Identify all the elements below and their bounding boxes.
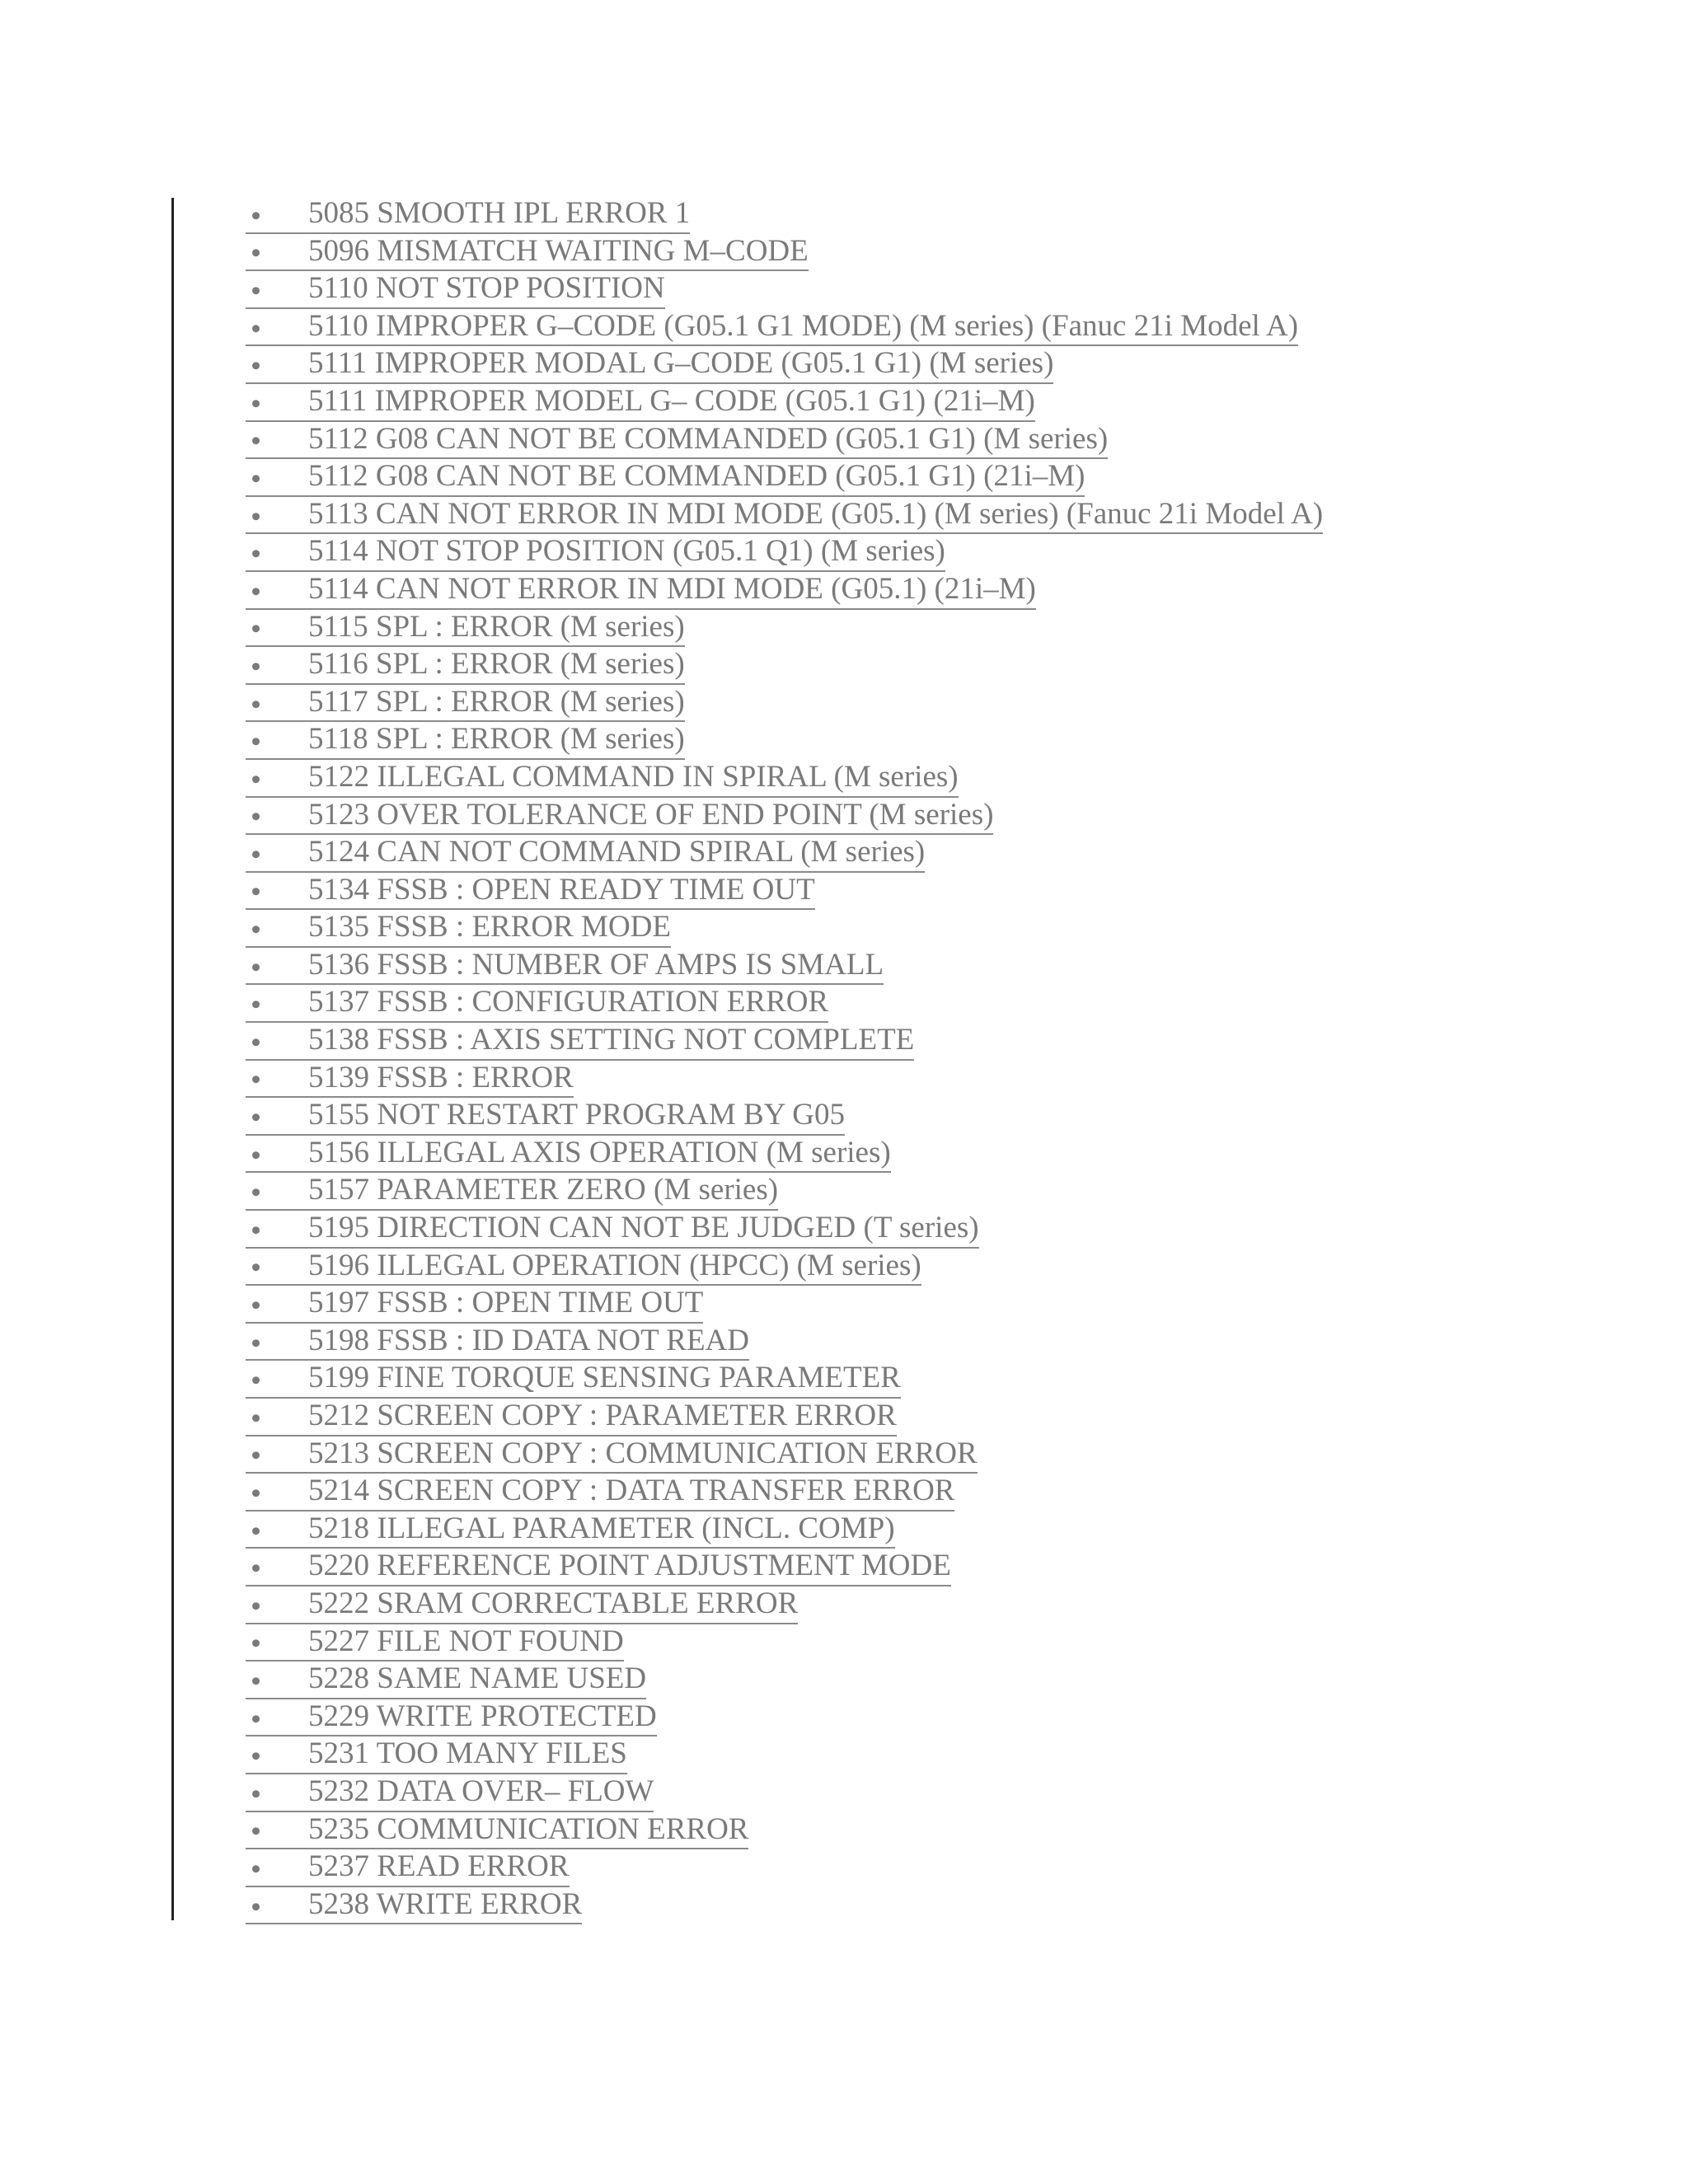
- bullet-icon: [252, 1828, 260, 1835]
- alarm-list-item: [246, 1134, 1323, 1172]
- alarm-link-text: 5222 SRAM CORRECTABLE ERROR: [308, 1586, 799, 1620]
- alarm-link[interactable]: [246, 983, 828, 1023]
- alarm-list-item: [246, 457, 1323, 495]
- alarm-link[interactable]: [246, 1059, 574, 1099]
- alarm-list-item: [246, 1247, 1323, 1285]
- alarm-list-item: [246, 1322, 1323, 1360]
- bullet-icon: [252, 1339, 260, 1347]
- alarm-link[interactable]: [246, 307, 1298, 347]
- alarm-link-text: 5114 CAN NOT ERROR IN MDI MODE (G05.1) (21i–M): [308, 571, 1036, 606]
- alarm-list-item: [246, 232, 1323, 270]
- bullet-icon: [252, 287, 260, 294]
- alarm-link[interactable]: [246, 1134, 891, 1174]
- alarm-link-text: 5118 SPL : ERROR (M series): [308, 722, 685, 757]
- alarm-list-item: [246, 1811, 1323, 1849]
- bullet-icon: [252, 1376, 260, 1384]
- bullet-icon: [252, 813, 260, 820]
- alarm-link-text: 5238 WRITE ERROR: [308, 1886, 583, 1921]
- bullet-icon: [252, 926, 260, 933]
- alarm-list-item: [246, 1698, 1323, 1736]
- alarm-list-item: [246, 1096, 1323, 1134]
- bullet-icon: [252, 1264, 260, 1272]
- alarm-link[interactable]: [246, 796, 993, 836]
- bullet-icon: [252, 1452, 260, 1460]
- alarm-link[interactable]: [246, 946, 884, 986]
- alarm-link[interactable]: [246, 1247, 921, 1286]
- alarm-link[interactable]: [246, 683, 685, 723]
- bullet-icon: [252, 663, 260, 670]
- alarm-link-text: 5214 SCREEN COPY : DATA TRANSFER ERROR: [308, 1474, 955, 1508]
- alarm-link-text: 5123 OVER TOLERANCE OF END POINT (M series): [308, 797, 994, 832]
- alarm-list-item: [246, 1359, 1323, 1397]
- alarm-list-item: [246, 1735, 1323, 1773]
- alarm-list-item: [246, 908, 1323, 946]
- bullet-icon: [252, 1001, 260, 1008]
- bullet-icon: [252, 513, 260, 520]
- alarm-list-item: [246, 758, 1323, 796]
- bullet-icon: [252, 1677, 260, 1685]
- alarm-list-item: [246, 871, 1323, 909]
- bullet-icon: [252, 1564, 260, 1572]
- alarm-link-text: 5228 SAME NAME USED: [308, 1661, 647, 1696]
- alarm-link[interactable]: [246, 532, 945, 572]
- alarm-link-text: 5135 FSSB : ERROR MODE: [308, 910, 671, 944]
- alarm-list-item: [246, 1059, 1323, 1097]
- alarm-link[interactable]: [246, 1773, 654, 1812]
- alarm-link[interactable]: [246, 1322, 749, 1361]
- alarm-list-item: [246, 1886, 1323, 1924]
- alarm-link[interactable]: [246, 570, 1036, 610]
- alarm-link[interactable]: [246, 232, 809, 272]
- alarm-link-text: 5199 FINE TORQUE SENSING PARAMETER: [308, 1361, 901, 1395]
- alarm-link-text: 5116 SPL : ERROR (M series): [308, 647, 685, 682]
- alarm-link[interactable]: [246, 495, 1323, 535]
- alarm-link-text: 5227 FILE NOT FOUND: [308, 1624, 624, 1658]
- alarm-link[interactable]: [246, 1585, 798, 1624]
- alarm-list-item: [246, 645, 1323, 683]
- alarm-list-item: [246, 420, 1323, 458]
- alarm-link-text: 5136 FSSB : NUMBER OF AMPS IS SMALL: [308, 947, 884, 982]
- bullet-icon: [252, 963, 260, 971]
- alarm-link[interactable]: [246, 1359, 901, 1399]
- alarm-link[interactable]: [246, 1547, 951, 1586]
- alarm-link[interactable]: [246, 1397, 897, 1436]
- alarm-list-item: [246, 1585, 1323, 1623]
- alarm-link[interactable]: [246, 908, 671, 948]
- alarm-link-text: 5155 NOT RESTART PROGRAM BY G05: [308, 1098, 845, 1132]
- alarm-list-item: [246, 1773, 1323, 1811]
- alarm-link-text: 5112 G08 CAN NOT BE COMMANDED (G05.1 G1) (21i–M): [308, 459, 1085, 494]
- alarm-link-text: 5196 ILLEGAL OPERATION (HPCC) (M series): [308, 1248, 921, 1282]
- alarm-list-item: [246, 1472, 1323, 1510]
- bullet-icon: [252, 550, 260, 557]
- alarm-list-item: [246, 1209, 1323, 1247]
- bullet-icon: [252, 1527, 260, 1535]
- bullet-icon: [252, 1865, 260, 1872]
- bullet-icon: [252, 400, 260, 407]
- alarm-link-text: 5096 MISMATCH WAITING M–CODE: [308, 233, 809, 268]
- alarm-link[interactable]: [246, 720, 685, 760]
- alarm-link[interactable]: [246, 1660, 646, 1699]
- bullet-icon: [252, 626, 260, 633]
- alarm-link-text: 5114 NOT STOP POSITION (G05.1 Q1) (M series): [308, 534, 945, 569]
- bullet-icon: [252, 325, 260, 332]
- alarm-link-text: 5112 G08 CAN NOT BE COMMANDED (G05.1 G1) (M series): [308, 421, 1109, 456]
- alarm-link[interactable]: [246, 382, 1035, 422]
- alarm-list-item: [246, 796, 1323, 834]
- alarm-link-text: 5139 FSSB : ERROR: [308, 1060, 574, 1094]
- alarm-list-item: [246, 269, 1323, 307]
- alarm-link[interactable]: [246, 1435, 978, 1474]
- alarm-link[interactable]: [246, 645, 685, 685]
- bullet-icon: [252, 1414, 260, 1422]
- alarm-link-text: 5110 NOT STOP POSITION: [308, 271, 665, 306]
- alarm-link[interactable]: [246, 1811, 748, 1850]
- alarm-list-item: [246, 1848, 1323, 1886]
- alarm-link-text: 5113 CAN NOT ERROR IN MDI MODE (G05.1) (M series) (Fanuc 21i Model A): [308, 496, 1324, 531]
- alarm-link[interactable]: [246, 420, 1108, 460]
- alarm-link[interactable]: [246, 1021, 914, 1061]
- alarm-link[interactable]: [246, 1698, 657, 1737]
- alarm-link[interactable]: [246, 1171, 778, 1211]
- alarm-list-item: [246, 1435, 1323, 1473]
- bullet-icon: [252, 1715, 260, 1722]
- alarm-link[interactable]: [246, 269, 665, 309]
- bullet-icon: [252, 776, 260, 783]
- alarm-link-text: 5124 CAN NOT COMMAND SPIRAL (M series): [308, 835, 926, 869]
- alarm-link-text: 5137 FSSB : CONFIGURATION ERROR: [308, 985, 829, 1019]
- alarm-link[interactable]: [246, 194, 690, 234]
- bullet-icon: [252, 1113, 260, 1121]
- bullet-icon: [252, 1602, 260, 1610]
- alarm-link-text: 5235 COMMUNICATION ERROR: [308, 1811, 749, 1846]
- alarm-link[interactable]: [246, 833, 925, 873]
- bullet-icon: [252, 250, 260, 257]
- bullet-icon: [252, 1903, 260, 1910]
- bullet-icon: [252, 738, 260, 745]
- alarm-link-text: 5110 IMPROPER G–CODE (G05.1 G1 MODE) (M series) (Fanuc 21i Model A): [308, 308, 1299, 343]
- alarm-list-item: [246, 1397, 1323, 1435]
- bullet-icon: [252, 888, 260, 896]
- alarm-link[interactable]: [246, 1472, 954, 1511]
- alarm-link-text: 5232 DATA OVER– FLOW: [308, 1774, 654, 1808]
- alarm-link-text: 5156 ILLEGAL AXIS OPERATION (M series): [308, 1135, 891, 1169]
- alarm-link[interactable]: [246, 457, 1085, 497]
- alarm-list-item: [246, 194, 1323, 232]
- alarm-link-text: 5212 SCREEN COPY : PARAMETER ERROR: [308, 1399, 897, 1432]
- alarm-list-item: [246, 833, 1323, 871]
- alarm-link[interactable]: [246, 1848, 570, 1887]
- bullet-icon: [252, 1752, 260, 1760]
- left-margin-rule: [171, 198, 174, 1920]
- alarm-link-text: 5085 SMOOTH IPL ERROR 1: [308, 196, 691, 230]
- bullet-icon: [252, 1188, 260, 1196]
- alarm-list-item: [246, 1510, 1323, 1548]
- alarm-link[interactable]: [246, 1886, 582, 1925]
- alarm-link-text: 5122 ILLEGAL COMMAND IN SPIRAL (M series): [308, 759, 959, 794]
- alarm-list-item: [246, 683, 1323, 721]
- alarm-link-text: 5115 SPL : ERROR (M series): [308, 609, 685, 644]
- alarm-link-text: 5218 ILLEGAL PARAMETER (INCL. COMP): [308, 1511, 895, 1545]
- alarm-link[interactable]: [246, 1284, 703, 1324]
- alarm-list: [246, 194, 1323, 1923]
- alarm-list-item: [246, 532, 1323, 570]
- bullet-icon: [252, 588, 260, 595]
- alarm-list-item: [246, 1021, 1323, 1059]
- alarm-link[interactable]: [246, 1510, 895, 1549]
- alarm-link-text: 5111 IMPROPER MODEL G– CODE (G05.1 G1) (21i–M): [308, 383, 1035, 418]
- alarm-link-text: 5197 FSSB : OPEN TIME OUT: [308, 1286, 704, 1320]
- alarm-link[interactable]: [246, 871, 815, 911]
- alarm-link[interactable]: [246, 1096, 845, 1136]
- bullet-icon: [252, 1151, 260, 1159]
- alarm-list-item: [246, 344, 1323, 382]
- bullet-icon: [252, 475, 260, 482]
- alarm-list-item: [246, 720, 1323, 758]
- bullet-icon: [252, 1790, 260, 1797]
- bullet-icon: [252, 362, 260, 369]
- alarm-list-item: [246, 570, 1323, 608]
- alarm-list-item: [246, 946, 1323, 984]
- alarm-list-item: [246, 307, 1323, 345]
- bullet-icon: [252, 701, 260, 708]
- alarm-link-text: 5138 FSSB : AXIS SETTING NOT COMPLETE: [308, 1023, 915, 1057]
- alarm-list-item: [246, 495, 1323, 533]
- alarm-link-text: 5134 FSSB : OPEN READY TIME OUT: [308, 872, 815, 907]
- alarm-link-text: 5220 REFERENCE POINT ADJUSTMENT MODE: [308, 1549, 951, 1583]
- bullet-icon: [252, 1226, 260, 1234]
- alarm-list-item: [246, 1547, 1323, 1585]
- alarm-list-item: [246, 1171, 1323, 1209]
- bullet-icon: [252, 1076, 260, 1084]
- bullet-icon: [252, 1301, 260, 1309]
- bullet-icon: [252, 438, 260, 445]
- alarm-link[interactable]: [246, 344, 1053, 384]
- alarm-link-text: 5111 IMPROPER MODAL G–CODE (G05.1 G1) (M series): [308, 346, 1054, 381]
- alarm-link-text: 5117 SPL : ERROR (M series): [308, 684, 685, 719]
- alarm-link[interactable]: [246, 1623, 624, 1662]
- alarm-link[interactable]: [246, 1735, 627, 1774]
- alarm-list-item: [246, 1623, 1323, 1661]
- alarm-link[interactable]: [246, 608, 685, 648]
- alarm-link-text: 5157 PARAMETER ZERO (M series): [308, 1173, 779, 1207]
- alarm-link-text: 5229 WRITE PROTECTED: [308, 1699, 657, 1733]
- alarm-link-text: 5195 DIRECTION CAN NOT BE JUDGED (T series): [308, 1211, 979, 1245]
- alarm-link[interactable]: [246, 758, 959, 798]
- alarm-list-item: [246, 382, 1323, 420]
- alarm-list-item: [246, 608, 1323, 646]
- alarm-link-text: 5198 FSSB : ID DATA NOT READ: [308, 1323, 749, 1357]
- bullet-icon: [252, 1038, 260, 1046]
- alarm-list-item: [246, 983, 1323, 1021]
- alarm-list-item: [246, 1660, 1323, 1698]
- bullet-icon: [252, 1640, 260, 1647]
- alarm-link-text: 5231 TOO MANY FILES: [308, 1736, 627, 1771]
- bullet-icon: [252, 212, 260, 219]
- alarm-link-text: 5213 SCREEN COPY : COMMUNICATION ERROR: [308, 1436, 978, 1470]
- alarm-list-item: [246, 1284, 1323, 1322]
- alarm-link-text: 5237 READ ERROR: [308, 1849, 570, 1884]
- bullet-icon: [252, 1489, 260, 1497]
- alarm-link[interactable]: [246, 1209, 979, 1249]
- bullet-icon: [252, 851, 260, 858]
